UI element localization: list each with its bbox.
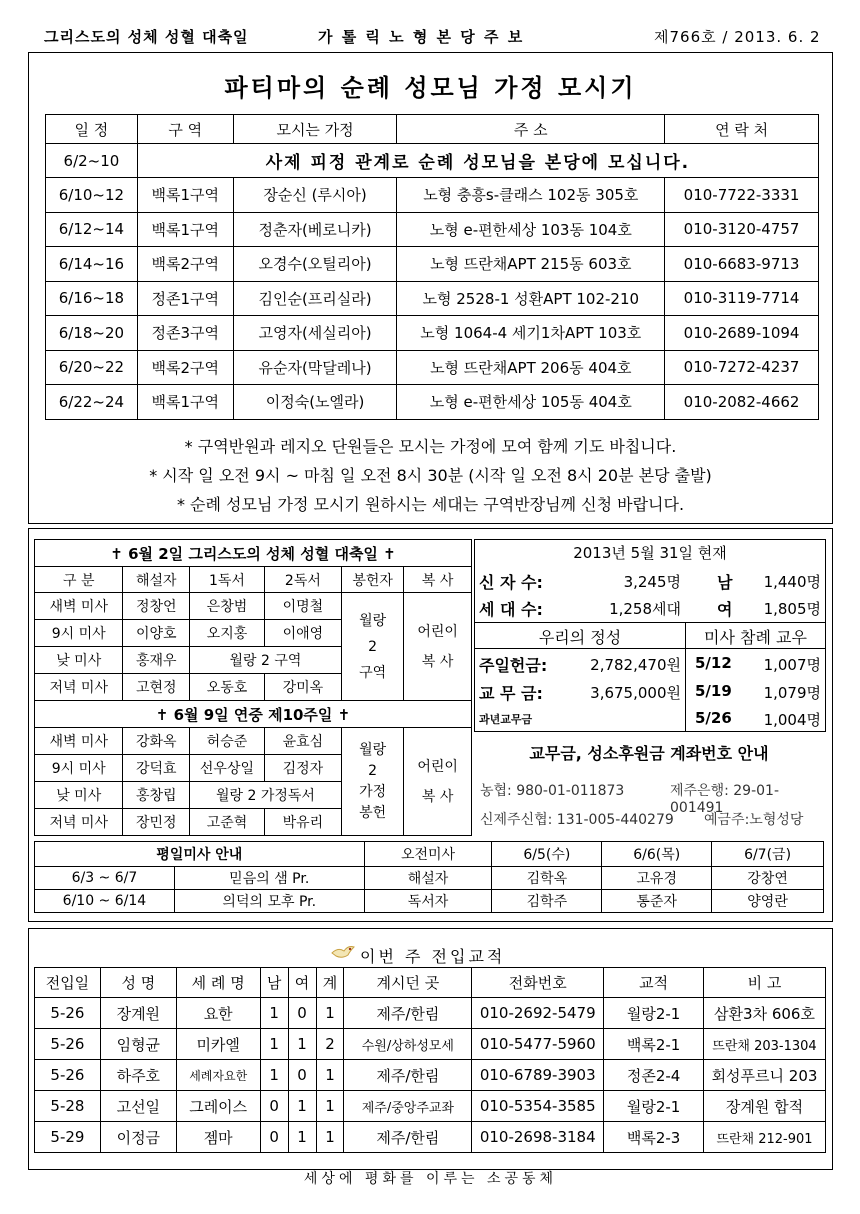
transfer-cell: 수원/상하성모세: [344, 1029, 472, 1060]
col-date: 일 정: [46, 115, 138, 144]
table-row: [46, 281, 819, 316]
transfer-cell: 백록2-3: [604, 1122, 704, 1153]
table-row: 저녁 미사 장민정 고준혁 박유리: [35, 809, 472, 836]
address-cell: 노형 1064-4 세기1차APT 103호: [397, 316, 665, 351]
pilgrimage-notes: [28, 432, 833, 519]
transfer-cell: 임형균: [100, 1029, 176, 1060]
note: * 시작 일 오전 9시 ~ 마침 일 오전 8시 30분 (시작 일 오전 8시 20분 본당 출발): [149, 466, 712, 485]
transfer-cell: 젬마: [176, 1122, 260, 1153]
sunday-offering: 2,782,470원: [590, 656, 681, 674]
family-cell: 오경수(오틸리아): [233, 247, 397, 282]
stats-date: 2013년 5월 31일 현재: [573, 544, 727, 562]
transfer-cell: 1: [260, 998, 288, 1029]
transfer-cell: 5-28: [35, 1091, 101, 1122]
transfer-cell: 1: [316, 1122, 344, 1153]
col-district: 구 역: [137, 115, 233, 144]
table-row: [46, 385, 819, 420]
transfer-cell: 1: [316, 1091, 344, 1122]
address-cell: 노형 뜨란채APT 215동 603호: [397, 247, 665, 282]
transfer-cell: 1: [316, 998, 344, 1029]
liturgy-table: ✝ 6월 2일 그리스도의 성체 성혈 대축일 ✝ 구 분 해설자 1독서 2독서 봉헌자 복 사 새벽 미사 정창언 은창범 이명철 월랑 2 구역 어린이 복 사 9시 미사 이양호 오지홍 이애영 낮 미사 홍재우 월랑 2 구역 저녁 미사 고현정 오동호 강미옥 ✝ 6월 9일 연중 제10주일 ✝ 새벽 미사 강화옥 허승준 윤효심 월랑 2 가정 봉헌 어린이 복 사 9시 미사 강덕효 선우상일 김정자 낮 미사 홍창립 월랑 2 가정독서 저녁 미사 장민정 고준혁 박유리: [34, 539, 472, 836]
family-cell: 고영자(세실리아): [233, 316, 397, 351]
date-cell: 6/10~12: [46, 178, 138, 213]
table-row: [35, 1122, 826, 1153]
transfer-cell: 백록2-1: [604, 1029, 704, 1060]
statistics-box: 2013년 5월 31일 현재 신 자 수: 3,245명 남 1,440명 세 대 수: 1,258세대 여 1,805명 우리의 정성 미사 참례 교우 주일헌금: 2,782,470원 교 무 금: 3,675,000원 과년교무금 5/12 1,007명 5/19 1,079명 5/26 1,004명: [474, 539, 826, 732]
female-count: 1,805명: [763, 600, 821, 618]
weekday-mass-table: 평일미사 안내 오전미사 6/5(수) 6/6(목) 6/7(금) 6/3 ~ 6/7 믿음의 샘 Pr. 해설자 김학옥 고유경 강창연 6/10 ~ 6/14 의덕의 모후 Pr. 독서자 김학주 통준자 양영란: [34, 841, 824, 913]
district-cell: 정존1구역: [137, 281, 233, 316]
table-row: 새벽 미사 강화옥 허승준 윤효심 월랑 2 가정 봉헌 어린이 복 사: [35, 728, 472, 755]
feast-title: 그리스도의 성체 성혈 대축일: [44, 28, 249, 46]
col-contact: 연 락 처: [665, 115, 819, 144]
transfer-cell: 0: [260, 1122, 288, 1153]
table-row: 낮 미사 홍재우 월랑 2 구역: [35, 647, 472, 674]
district-cell: 백록2구역: [137, 247, 233, 282]
transfer-cell: 뜨란채 203-1304: [704, 1029, 826, 1060]
address-cell: 노형 충흥s-클래스 102동 305호: [397, 178, 665, 213]
date-cell: 6/16~18: [46, 281, 138, 316]
table-row: [35, 1029, 826, 1060]
transfer-cell: 회성푸르니 203: [704, 1060, 826, 1091]
table-row: 6/10 ~ 6/14 의덕의 모후 Pr. 독서자 김학주 통준자 양영란: [35, 890, 824, 913]
contact-cell: 010-7722-3331: [665, 178, 819, 213]
transfer-cell: 1: [288, 1122, 316, 1153]
week1-offering: 월랑 2 구역: [341, 593, 403, 701]
family-cell: 유순자(막달레나): [233, 350, 397, 385]
address-cell: 노형 e-편한세상 103동 104호: [397, 212, 665, 247]
date-cell: 6/14~16: [46, 247, 138, 282]
transfer-cell: 고선일: [100, 1091, 176, 1122]
date-cell: 6/12~14: [46, 212, 138, 247]
district-cell: 백록1구역: [137, 178, 233, 213]
transfer-cell: 미카엘: [176, 1029, 260, 1060]
week2-offering: 월랑 2 가정 봉헌: [341, 728, 403, 836]
week2-title: ✝ 6월 9일 연중 제10주일 ✝: [35, 701, 472, 728]
table-row: 저녁 미사 고현정 오동호 강미옥: [35, 674, 472, 701]
col-family: 모시는 가정: [233, 115, 397, 144]
table-row: 새벽 미사 정창언 은창범 이명철 월랑 2 구역 어린이 복 사: [35, 593, 472, 620]
contact-cell: 010-2082-4662: [665, 385, 819, 420]
contact-cell: 010-7272-4237: [665, 350, 819, 385]
transfer-cell: 제주/한림: [344, 1122, 472, 1153]
transfer-cell: 1: [260, 1029, 288, 1060]
transfer-cell: 010-6789-3903: [472, 1060, 604, 1091]
family-cell: 이정숙(노엘라): [233, 385, 397, 420]
week1-title: ✝ 6월 2일 그리스도의 성체 성혈 대축일 ✝: [35, 540, 472, 567]
col-address: 주 소: [397, 115, 665, 144]
transfer-cell: 그레이스: [176, 1091, 260, 1122]
table-row: 낮 미사 홍창립 월랑 2 가정독서: [35, 782, 472, 809]
date-cell: 6/22~24: [46, 385, 138, 420]
pilgrimage-table: [45, 114, 819, 420]
account-info: 교무금, 성소후원금 계좌번호 안내 농협: 980-01-011873 제주은행: 29-01-001491 신제주신협: 131-005-440279 예금주:노형성당: [474, 732, 824, 836]
transfer-cell: 0: [288, 998, 316, 1029]
address-cell: 노형 e-편한세상 105동 404호: [397, 385, 665, 420]
retreat-notice: 사제 피정 관계로 순례 성모님을 본당에 모십니다.: [137, 144, 818, 178]
believers-count: 3,245명: [623, 573, 681, 591]
contact-cell: 010-6683-9713: [665, 247, 819, 282]
table-row: 9시 미사 강덕효 선우상일 김정자: [35, 755, 472, 782]
contact-cell: 010-2689-1094: [665, 316, 819, 351]
transfer-cell: 1: [260, 1060, 288, 1091]
transfer-cell: 010-2692-5479: [472, 998, 604, 1029]
week2-altar-servers: 어린이 복 사: [404, 728, 472, 836]
table-row: [46, 316, 819, 351]
transfer-cell: 제주/한림: [344, 1060, 472, 1091]
table-row: 6/3 ~ 6/7 믿음의 샘 Pr. 해설자 김학옥 고유경 강창연: [35, 867, 824, 890]
transfer-cell: 1: [316, 1060, 344, 1091]
dove-icon: [330, 941, 356, 965]
weekday-title: 평일미사 안내: [35, 842, 365, 867]
transfer-cell: 월랑2-1: [604, 1091, 704, 1122]
contact-cell: 010-3120-4757: [665, 212, 819, 247]
past-dues-label: 과년교무금: [479, 713, 533, 726]
table-row: [46, 247, 819, 282]
transfer-cell: 월랑2-1: [604, 998, 704, 1029]
households-count: 1,258세대: [609, 600, 681, 618]
table-row: [35, 1060, 826, 1091]
pilgrimage-header-row: [46, 115, 819, 144]
district-cell: 백록1구역: [137, 385, 233, 420]
contact-cell: 010-3119-7714: [665, 281, 819, 316]
transfers-title: 이번 주 전입교적: [360, 947, 506, 966]
transfer-cell: 010-5477-5960: [472, 1029, 604, 1060]
transfer-cell: 5-26: [35, 1060, 101, 1091]
table-row: [46, 212, 819, 247]
transfer-cell: 뜨란채 212-901: [704, 1122, 826, 1153]
pilgrimage-title: 파티마의 순례 성모님 가정 모시기: [224, 74, 637, 102]
transfer-cell: 하주호: [100, 1060, 176, 1091]
transfer-cell: 삼환3차 606호: [704, 998, 826, 1029]
transfer-cell: 1: [288, 1029, 316, 1060]
transfer-cell: 5-26: [35, 1029, 101, 1060]
male-count: 1,440명: [763, 573, 821, 591]
transfer-cell: 세례자요한: [176, 1060, 260, 1091]
table-row: [46, 178, 819, 213]
table-row: [35, 998, 826, 1029]
dues-total: 3,675,000원: [590, 684, 681, 702]
district-cell: 정존3구역: [137, 316, 233, 351]
transfer-cell: 010-2698-3184: [472, 1122, 604, 1153]
note: * 순례 성모님 가정 모시기 원하시는 세대는 구역반장님께 신청 바랍니다.: [176, 495, 685, 514]
issue-number: 제766호 / 2013. 6. 2: [654, 28, 821, 46]
transfer-cell: 1: [288, 1091, 316, 1122]
address-cell: 노형 2528-1 성환APT 102-210: [397, 281, 665, 316]
family-cell: 김인순(프리실라): [233, 281, 397, 316]
transfer-cell: 제주/한림: [344, 998, 472, 1029]
transfer-cell: 5-26: [35, 998, 101, 1029]
transfer-cell: 요한: [176, 998, 260, 1029]
address-cell: 노형 뜨란채APT 206동 404호: [397, 350, 665, 385]
transfer-cell: 5-29: [35, 1122, 101, 1153]
district-cell: 백록2구역: [137, 350, 233, 385]
table-row: [46, 350, 819, 385]
date-cell: 6/20~22: [46, 350, 138, 385]
family-cell: 정춘자(베로니카): [233, 212, 397, 247]
transfer-cell: 0: [288, 1060, 316, 1091]
transfer-cell: 2: [316, 1029, 344, 1060]
transfers-header-row: 전입일 성 명 세 례 명 남 여 계 계시던 곳 전화번호 교적 비 고: [35, 968, 826, 998]
transfer-cell: 정존2-4: [604, 1060, 704, 1091]
transfer-cell: 제주/중앙주교좌: [344, 1091, 472, 1122]
table-row: [35, 1091, 826, 1122]
transfer-cell: 장계원 합적: [704, 1091, 826, 1122]
transfers-table: [34, 967, 826, 1153]
note: * 구역반원과 레지오 단원들은 모시는 가정에 모여 함께 기도 바칩니다.: [184, 437, 677, 456]
table-row: 9시 미사 이양호 오지홍 이애영: [35, 620, 472, 647]
offering-title: 우리의 정성: [538, 628, 622, 647]
week1-altar-servers: 어린이 복 사: [404, 593, 472, 701]
transfer-cell: 010-5354-3585: [472, 1091, 604, 1122]
family-cell: 장순신 (루시아): [233, 178, 397, 213]
attendance-title: 미사 참례 교우: [704, 628, 807, 647]
table-row: 6/2~10 사제 피정 관계로 순례 성모님을 본당에 모십니다.: [46, 144, 819, 178]
footer-slogan: 세상에 평화를 이루는 소공동체: [303, 1171, 558, 1187]
account-title: 교무금, 성소후원금 계좌번호 안내: [529, 744, 769, 763]
transfer-cell: 장계원: [100, 998, 176, 1029]
transfer-cell: 0: [260, 1091, 288, 1122]
transfer-cell: 이정금: [100, 1122, 176, 1153]
bulletin-name: 가 톨 릭 노 형 본 당 주 보: [318, 28, 525, 46]
district-cell: 백록1구역: [137, 212, 233, 247]
date-cell: 6/18~20: [46, 316, 138, 351]
